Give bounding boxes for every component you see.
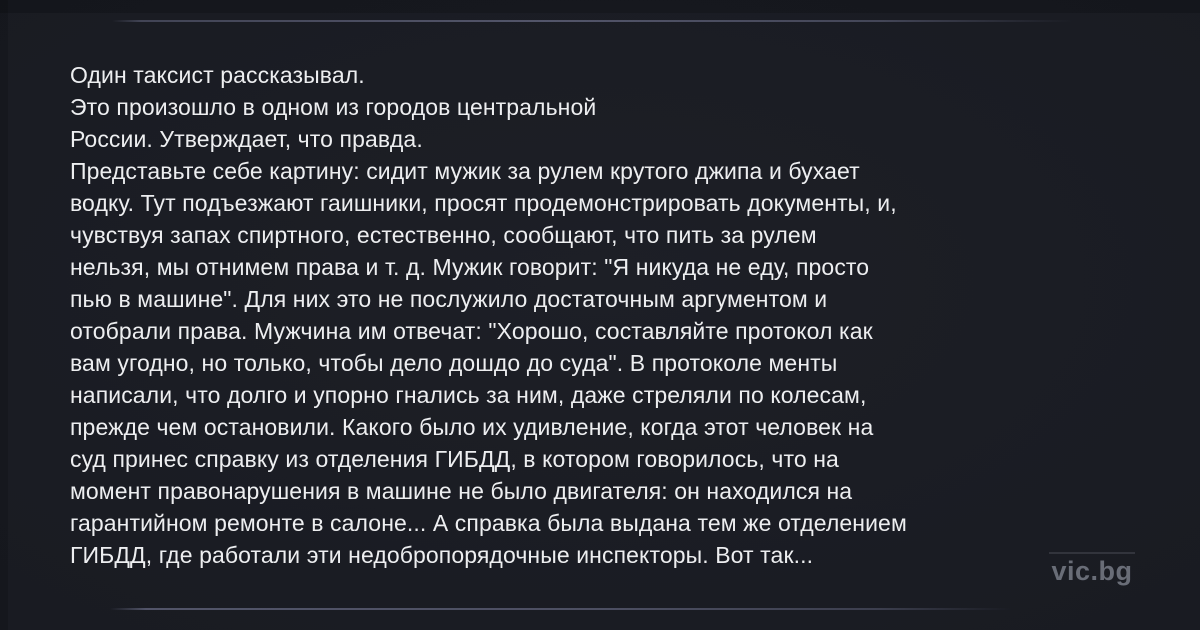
story-line: момент правонарушения в машине не было двигателя: он находился на — [70, 478, 853, 504]
watermark-divider-line — [1049, 552, 1135, 554]
story-line: водку. Тут подъезжают гаишники, просят продемонстрировать документы, и, — [70, 190, 897, 216]
story-line: пью в машине". Для них это не послужило достаточным аргументом и — [70, 286, 828, 312]
story-line: Представьте себе картину: сидит мужик за рулем крутого джипа и бухает — [70, 158, 860, 184]
story-line: нельзя, мы отнимем права и т. д. Мужик говорит: "Я никуда не еду, просто — [70, 254, 870, 280]
story-line: отобрали права. Мужчина им отвечат: "Хорошо, составляйте протокол как — [70, 318, 873, 344]
watermark — [1048, 552, 1136, 586]
story-line: чувствуя запах спиртного, естественно, сообщают, что пить за рулем — [70, 222, 817, 248]
story-line: прежде чем остановили. Какого было их удивление, когда этот человек на — [70, 414, 874, 440]
story-line: гарантийном ремонте в салоне... А справка была выдана тем же отделением — [70, 510, 907, 536]
bottom-divider-line — [110, 608, 1012, 610]
story-line: России. Утверждает, что правда. — [70, 126, 423, 152]
story-line: ГИБДД, где работали эти недобропорядочные инспекторы. Вот так... — [70, 542, 814, 568]
story-text — [70, 59, 1160, 571]
story-line: вам угодно, но только, чтобы дело дошдо до суда". В протоколе менты — [70, 350, 838, 376]
watermark-logo: vic.bg — [1051, 556, 1133, 586]
top-divider-line — [112, 20, 1074, 22]
story-line: Это произошло в одном из городов центральной — [70, 94, 597, 120]
story-line: написали, что долго и упорно гнались за ним, даже стреляли по колесам, — [70, 382, 867, 408]
story-line: Один таксист рассказывал. — [70, 62, 365, 88]
left-edge-shade — [0, 0, 8, 630]
top-edge-shade — [0, 0, 1200, 13]
story-line: суд принес справку из отделения ГИБДД, в котором говорилось, что на — [70, 446, 839, 472]
